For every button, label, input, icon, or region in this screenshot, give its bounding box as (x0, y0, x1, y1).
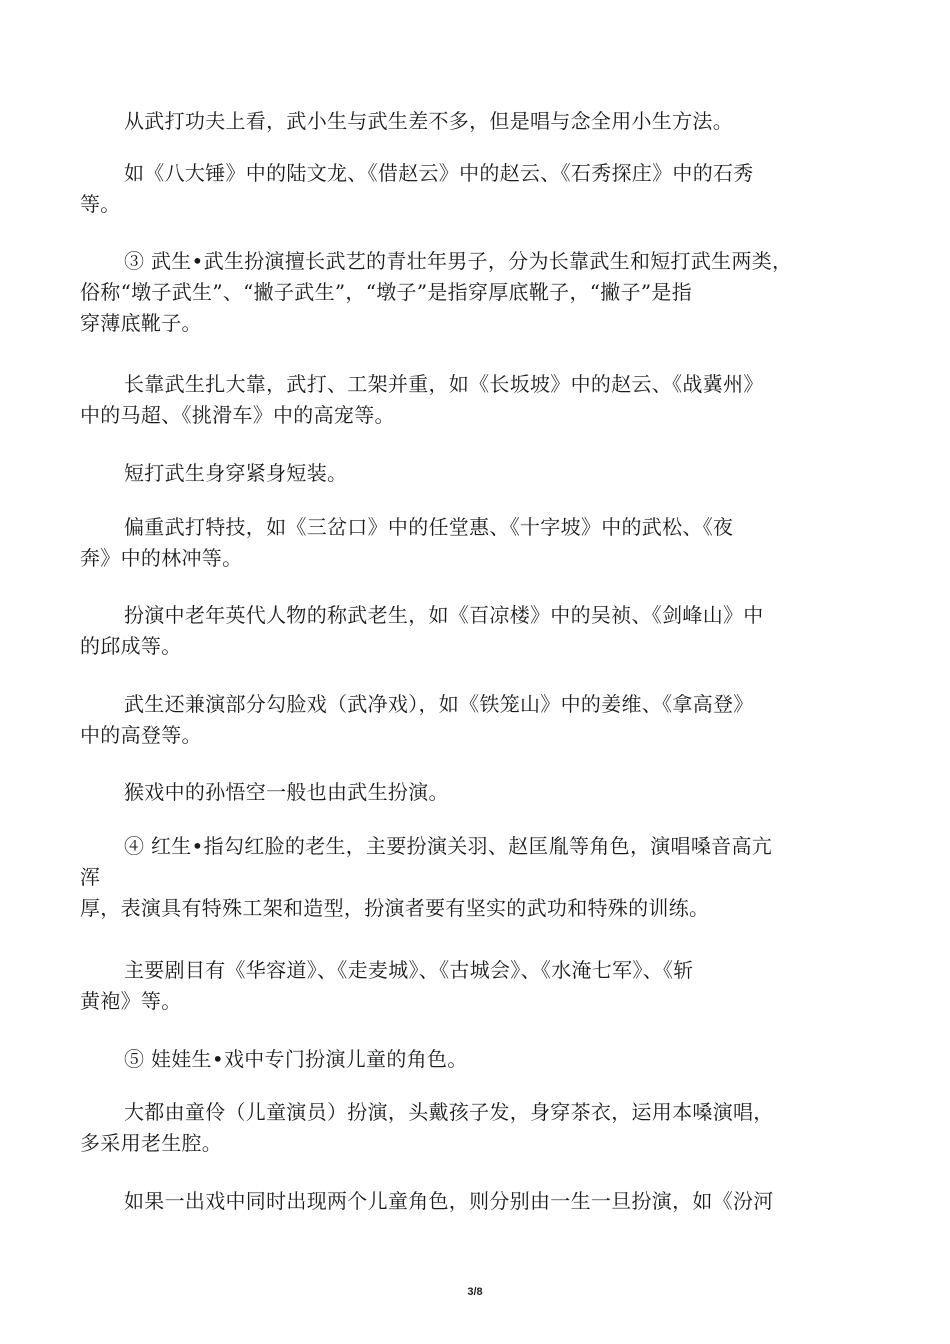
paragraph-5 (80, 458, 850, 489)
paragraph-13 (80, 1097, 850, 1159)
text-line: 主要剧目有《华容道》、《走麦城》、《古城会》、《水淹七军》、《斩 (124, 958, 694, 982)
paragraph-12 (80, 1044, 850, 1075)
paragraph-14 (80, 1186, 850, 1217)
paragraph-3 (80, 246, 850, 339)
text-line: 短打武生身穿紧身短装。 (124, 461, 348, 485)
paragraph-9 (80, 777, 850, 808)
text-line: 穿薄底靴子。 (80, 311, 202, 335)
paragraph-4 (80, 369, 850, 431)
text-line: 奔》中的林冲等。 (80, 546, 243, 570)
text-line: 偏重武打特技，如《三岔口》中的任堂惠、《十字坡》中的武松、《夜 (124, 515, 734, 539)
text-line: 多采用老生腔。 (80, 1131, 223, 1155)
text-line: 等。 (80, 192, 121, 216)
paragraph-1 (80, 106, 850, 137)
paragraph-2 (80, 158, 850, 220)
text-line: ④ 红生•指勾红脸的老生，主要扮演关羽、赵匡胤等角色，演唱嗓音高亢 (124, 834, 773, 858)
text-line: 如果一出戏中同时出现两个儿童角色，则分别由一生一旦扮演，如《汾河 (124, 1189, 774, 1213)
text-line: ③ 武生•武生扮演擅长武艺的青壮年男子，分为长靠武生和短打武生两类， (124, 249, 793, 273)
text-line: 中的马超、《挑滑车》中的高宠等。 (80, 403, 395, 427)
text-line: 大都由童伶（儿童演员）扮演，头戴孩子发，身穿茶衣，运用本嗓演唱， (124, 1100, 774, 1124)
text-line: 中的高登等。 (80, 723, 202, 747)
page-number: 3/8 (467, 1286, 483, 1298)
paragraph-8 (80, 689, 850, 751)
text-line: 俗称“墩子武生”、“撇子武生”，“墩子”是指穿厚底靴子，“撇子”是指 (80, 280, 692, 304)
paragraph-6 (80, 512, 850, 574)
text-line: 的邱成等。 (80, 634, 182, 658)
paragraph-11 (80, 955, 850, 1017)
text-line: 如《八大锤》中的陆文龙、《借赵云》中的赵云、《石秀探庄》中的石秀 (124, 161, 754, 185)
text-line: 厚，表演具有特殊工架和造型，扮演者要有坚实的武功和特殊的训练。 (80, 896, 710, 920)
text-line: 猴戏中的孙悟空一般也由武生扮演。 (124, 780, 449, 804)
text-line: 从武打功夫上看，武小生与武生差不多，但是唱与念全用小生方法。 (124, 109, 733, 133)
text-line: 长靠武生扎大靠，武打、工架并重，如《长坂坡》中的赵云、《战冀州》 (124, 372, 764, 396)
paragraph-7 (80, 600, 850, 662)
text-line: 浑 (80, 865, 101, 889)
paragraph-10 (80, 831, 850, 924)
text-line: 黄袍》等。 (80, 989, 182, 1013)
text-line: 武生还兼演部分勾脸戏（武净戏），如《铁笼山》中的姜维、《拿高登》 (124, 692, 754, 716)
text-line: ⑤ 娃娃生•戏中专门扮演儿童的角色。 (124, 1047, 468, 1071)
text-line: 扮演中老年英代人物的称武老生，如《百凉楼》中的吴祯、《剑峰山》中 (124, 603, 764, 627)
